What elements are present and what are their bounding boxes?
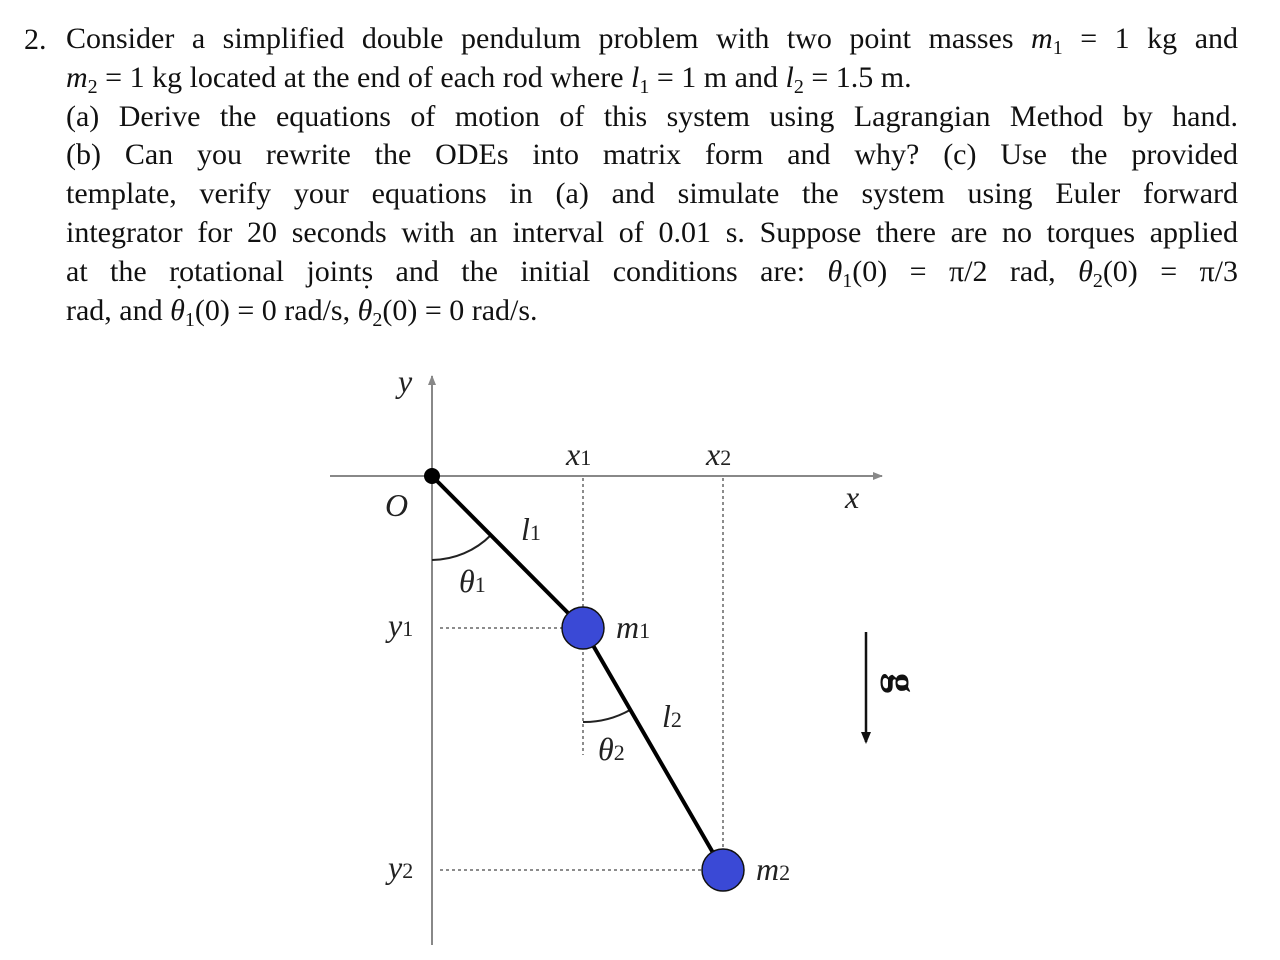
theta1-arc [432, 535, 491, 560]
l2-c: = 1.5 m. [803, 60, 912, 94]
m1-symbol: m [616, 609, 640, 645]
y1-symbol: y [388, 607, 403, 643]
gravity-label: g [880, 673, 925, 693]
l8-b: (0) = 0 rad/s, [194, 293, 358, 327]
m1-label [616, 609, 650, 645]
x2-symbol: x [706, 436, 721, 472]
l7-b: (0) = π/2 rad, [852, 254, 1079, 288]
x1-label [565, 436, 591, 472]
l2-l1-symbol: l [631, 60, 640, 94]
origin-label: O [385, 487, 409, 523]
problem-line-3: (a) Derive the equations of motion of this system using Lagrangian Method by hand. [66, 99, 1238, 133]
theta2-arc [583, 710, 630, 722]
theta2-label [598, 731, 625, 767]
x1-subscript: 1 [580, 445, 592, 470]
l1-label [521, 511, 541, 547]
x2-label [705, 436, 731, 472]
l7-a: at the rotational joints and the initial conditions are: [66, 254, 828, 288]
m1-subscript: 1 [639, 618, 651, 643]
x1-symbol: x [566, 436, 581, 472]
mass-1 [562, 607, 604, 649]
l8-a: rad, and [66, 293, 171, 327]
x-axis-label: x [845, 479, 860, 515]
l2-mass-sub: 2 [87, 75, 98, 98]
l2-mass-symbol: m [66, 60, 88, 94]
y2-symbol: y [388, 849, 403, 885]
problem-number: 2. [24, 23, 47, 56]
pivot-point [424, 468, 440, 484]
theta1-label [459, 563, 486, 599]
problem-line-6: integrator for 20 seconds with an interval of 0.01 s. Suppose there are no torques applied [66, 215, 1238, 249]
l8-theta1-dot: ˙ θ [170, 292, 185, 331]
l8-theta1-sub: 1 [184, 308, 195, 331]
m2-subscript: 2 [779, 860, 791, 885]
y1-label [385, 607, 413, 643]
problem-line-4: (b) Can you rewrite the ODEs into matrix form and why? (c) Use the provided [66, 138, 1238, 172]
l1-mass-symbol: m [1031, 22, 1053, 55]
y2-label [385, 849, 413, 885]
l1-symbol: l [521, 511, 530, 547]
l2-a: = 1 kg located at the end of each rod where [97, 60, 632, 94]
rod-1 [432, 476, 583, 628]
l1-a: Consider a simplified double pendulum problem with two point masses [66, 22, 1032, 55]
l1-subscript: 1 [529, 520, 541, 545]
l7-theta2-sub: 2 [1092, 269, 1103, 292]
l7-theta1: θ [827, 254, 843, 288]
l7-theta1-sub: 1 [842, 269, 853, 292]
l8-theta2-sub: 2 [372, 308, 383, 331]
l7-c: (0) = π/3 [1102, 254, 1238, 288]
l2-l2-symbol: l [785, 60, 794, 94]
theta1-subscript: 1 [474, 572, 486, 597]
l1-mass-sub: 1 [1052, 37, 1063, 59]
m2-label [756, 851, 790, 887]
m2-symbol: m [756, 851, 780, 887]
y-axis-label: y [398, 363, 413, 399]
l7-theta2: θ [1078, 254, 1093, 288]
theta1-symbol: θ [459, 563, 475, 599]
y2-subscript: 2 [402, 858, 414, 883]
l2-label [662, 698, 682, 734]
theta2-symbol: θ [598, 731, 614, 767]
mass-2 [702, 849, 744, 891]
l2-subscript: 2 [670, 707, 682, 732]
theta2-subscript: 2 [613, 740, 625, 765]
l8-theta2-dot: ˙ θ [358, 292, 373, 331]
l2-l2-sub: 2 [793, 75, 804, 98]
l8-c: (0) = 0 rad/s. [382, 293, 538, 327]
problem-line-5: template, verify your equations in (a) and simulate the system using Euler forward [66, 177, 1238, 211]
l2-l1-sub: 1 [639, 75, 650, 98]
x2-subscript: 2 [720, 445, 732, 470]
l1-b: = 1 kg and [1062, 22, 1238, 55]
l2-b: = 1 m and [649, 60, 786, 94]
y1-subscript: 1 [402, 616, 414, 641]
l2-symbol: l [662, 698, 671, 734]
